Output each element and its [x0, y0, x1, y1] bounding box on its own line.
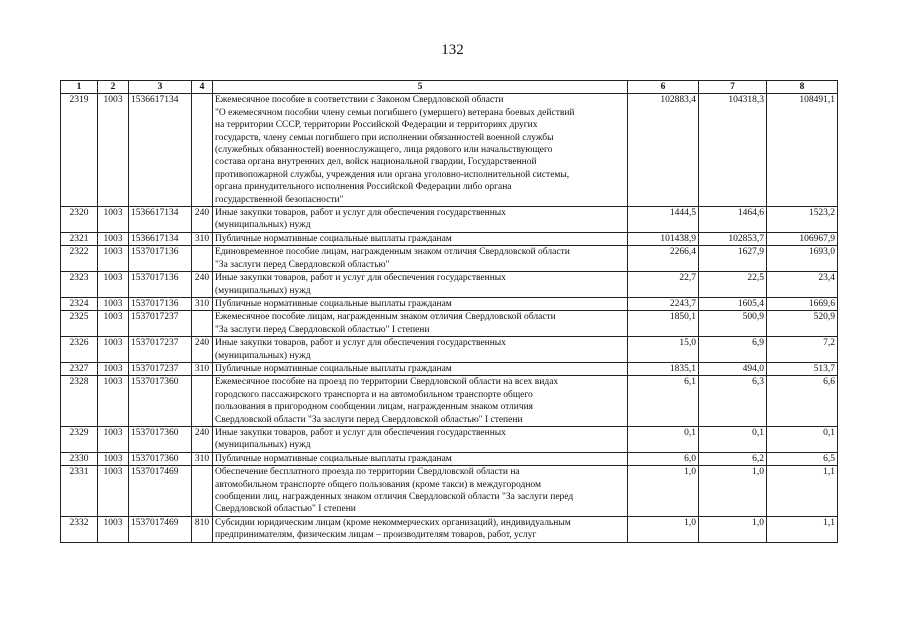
target-article-code: 1537017360 [129, 426, 192, 452]
item-name-line: Публичные нормативные социальные выплаты гражданам [215, 363, 452, 374]
table-row [61, 452, 838, 465]
section-code: 1003 [98, 362, 129, 375]
col-header: 4 [192, 81, 213, 94]
amount-year-1: 15,0 [628, 337, 699, 363]
item-name-line: сообщении лиц, награжденных знаком отличия Свердловской области "За заслуги перед [215, 492, 574, 502]
table-row [61, 207, 838, 233]
page-number: 132 [441, 42, 464, 58]
item-name-line: "За заслуги перед Свердловской областью" [215, 259, 390, 270]
item-name-line: Свердловской областью" I степени [215, 504, 356, 515]
section-code: 1003 [98, 297, 129, 310]
amount-year-2: 104318,3 [699, 94, 767, 207]
item-name-line: Публичные нормативные социальные выплаты гражданам [215, 298, 452, 309]
row-number: 2324 [61, 297, 98, 310]
col-header: 6 [628, 81, 699, 94]
table-row [61, 246, 838, 272]
item-name-line: Свердловской области "За заслуги перед Свердловской областью" I степени [215, 414, 523, 425]
item-name-line: (муниципальных) нужд [215, 285, 311, 296]
amount-year-3: 1,1 [767, 516, 838, 542]
target-article-code: 1537017469 [129, 516, 192, 542]
table-row [61, 337, 838, 363]
amount-year-1: 101438,9 [628, 232, 699, 245]
item-name-line: (муниципальных) нужд [215, 220, 311, 231]
section-code: 1003 [98, 337, 129, 363]
table-row [61, 362, 838, 375]
table-row [61, 94, 838, 207]
section-code: 1003 [98, 452, 129, 465]
row-number: 2331 [61, 466, 98, 517]
expense-type-code: 240 [192, 272, 213, 298]
expense-type-code [192, 94, 213, 207]
col-header: 8 [767, 81, 838, 94]
item-name-line: городского пассажирского транспорта и на автомобильном транспорте общего [215, 389, 533, 400]
row-number: 2322 [61, 246, 98, 272]
table-row [61, 232, 838, 245]
amount-year-3: 513,7 [767, 362, 838, 375]
target-article-code: 1536617134 [129, 232, 192, 245]
item-name-line: предпринимателям, физическим лицам – производителям товаров, работ, услуг [215, 530, 537, 541]
item-name-line: государств, члену семьи погибшего при исполнении обязанностей военной службы [215, 132, 554, 143]
expense-type-code [192, 311, 213, 337]
table-row [61, 272, 838, 298]
amount-year-1: 6,1 [628, 376, 699, 427]
item-name-line: (служебных обязанностей) военнослужащего, лица рядового или начальствующего [215, 145, 553, 156]
item-name-line: пользования в пригородном сообщении лицам, награжденным знаком отличия [215, 402, 534, 413]
item-name [213, 272, 628, 298]
row-number: 2328 [61, 376, 98, 427]
row-number: 2320 [61, 207, 98, 233]
amount-year-2: 1,0 [699, 466, 767, 517]
item-name-line: государственной безопасности" [215, 194, 344, 205]
amount-year-2: 6,9 [699, 337, 767, 363]
item-name [213, 246, 628, 272]
row-number: 2323 [61, 272, 98, 298]
table-row [61, 311, 838, 337]
item-name-line: противопожарной службы, учреждения или органа уголовно-исполнительной системы, [215, 169, 570, 180]
row-number: 2321 [61, 232, 98, 245]
item-name-line: Иные закупки товаров, работ и услуг для обеспечения государственных [215, 273, 506, 284]
target-article-code: 1536617134 [129, 94, 192, 207]
item-name [213, 426, 628, 452]
item-name-line: (муниципальных) нужд [215, 440, 311, 451]
amount-year-2: 0,1 [699, 426, 767, 452]
amount-year-3: 6,6 [767, 376, 838, 427]
expense-type-code: 240 [192, 207, 213, 233]
item-name-line: Публичные нормативные социальные выплаты гражданам [215, 233, 452, 244]
amount-year-2: 1627,9 [699, 246, 767, 272]
item-name [213, 297, 628, 310]
col-header: 3 [129, 81, 192, 94]
section-code: 1003 [98, 311, 129, 337]
amount-year-1: 1444,5 [628, 207, 699, 233]
row-number: 2319 [61, 94, 98, 207]
row-number: 2332 [61, 516, 98, 542]
item-name [213, 466, 628, 517]
amount-year-1: 6,0 [628, 452, 699, 465]
item-name-line: Единовременное пособие лицам, награжденным знаком отличия Свердловской области [215, 247, 570, 258]
item-name-line: "За заслуги перед Свердловской областью" I степени [215, 324, 430, 335]
amount-year-1: 2243,7 [628, 297, 699, 310]
row-number: 2327 [61, 362, 98, 375]
section-code: 1003 [98, 426, 129, 452]
target-article-code: 1537017237 [129, 362, 192, 375]
item-name-line: органа принудительного исполнения Российской Федерации либо органа [215, 182, 512, 193]
target-article-code: 1537017136 [129, 246, 192, 272]
item-name [213, 376, 628, 427]
item-name-line: Обеспечение бесплатного проезда по территории Свердловской области на [215, 467, 520, 478]
section-code: 1003 [98, 207, 129, 233]
amount-year-3: 1693,0 [767, 246, 838, 272]
amount-year-1: 1835,1 [628, 362, 699, 375]
amount-year-1: 1,0 [628, 516, 699, 542]
col-header: 1 [61, 81, 98, 94]
item-name [213, 452, 628, 465]
row-number: 2329 [61, 426, 98, 452]
item-name-line: Иные закупки товаров, работ и услуг для обеспечения государственных [215, 338, 506, 349]
amount-year-2: 6,2 [699, 452, 767, 465]
amount-year-2: 1464,6 [699, 207, 767, 233]
item-name-line: Ежемесячное пособие на проезд по территории Свердловской области на всех видах [215, 377, 559, 388]
section-code: 1003 [98, 376, 129, 427]
amount-year-3: 1,1 [767, 466, 838, 517]
amount-year-1: 2266,4 [628, 246, 699, 272]
item-name-line: автомобильном транспорте общего пользования (кроме такси) в междугородном [215, 479, 541, 490]
table-body [61, 94, 838, 542]
section-code: 1003 [98, 232, 129, 245]
expense-type-code: 310 [192, 362, 213, 375]
amount-year-3: 106967,9 [767, 232, 838, 245]
amount-year-3: 7,2 [767, 337, 838, 363]
target-article-code: 1537017469 [129, 466, 192, 517]
column-number-header [61, 81, 838, 94]
item-name [213, 311, 628, 337]
row-number: 2330 [61, 452, 98, 465]
target-article-code: 1537017360 [129, 376, 192, 427]
expense-type-code: 310 [192, 297, 213, 310]
amount-year-1: 102883,4 [628, 94, 699, 207]
expense-type-code [192, 466, 213, 517]
item-name-line: Публичные нормативные социальные выплаты гражданам [215, 453, 452, 464]
item-name [213, 232, 628, 245]
table-row [61, 376, 838, 427]
section-code: 1003 [98, 246, 129, 272]
expense-type-code: 310 [192, 232, 213, 245]
target-article-code: 1537017237 [129, 337, 192, 363]
col-header: 7 [699, 81, 767, 94]
amount-year-1: 1,0 [628, 466, 699, 517]
expense-type-code: 240 [192, 337, 213, 363]
target-article-code: 1537017136 [129, 297, 192, 310]
item-name [213, 362, 628, 375]
expense-type-code [192, 376, 213, 427]
section-code: 1003 [98, 516, 129, 542]
section-code: 1003 [98, 466, 129, 517]
item-name-line: состава органа внутренних дел, войск национальной гвардии, Государственной [215, 157, 537, 168]
amount-year-2: 22,5 [699, 272, 767, 298]
row-number: 2326 [61, 337, 98, 363]
amount-year-2: 6,3 [699, 376, 767, 427]
amount-year-3: 1669,6 [767, 297, 838, 310]
amount-year-2: 1,0 [699, 516, 767, 542]
item-name-line: Ежемесячное пособие лицам, награжденным знаком отличия Свердловской области [215, 312, 556, 323]
amount-year-3: 520,9 [767, 311, 838, 337]
item-name-line: Субсидии юридическим лицам (кроме некоммерческих организаций), индивидуальным [215, 517, 571, 528]
amount-year-1: 0,1 [628, 426, 699, 452]
amount-year-3: 1523,2 [767, 207, 838, 233]
table-row [61, 466, 838, 517]
item-name-line: на территории СССР, территории Российской Федерации и территориях других [215, 120, 538, 131]
expense-type-code [192, 246, 213, 272]
item-name-line: (муниципальных) нужд [215, 350, 311, 361]
item-name [213, 337, 628, 363]
amount-year-3: 108491,1 [767, 94, 838, 207]
col-header: 2 [98, 81, 129, 94]
item-name-line: Иные закупки товаров, работ и услуг для обеспечения государственных [215, 208, 506, 219]
amount-year-2: 500,9 [699, 311, 767, 337]
target-article-code: 1537017360 [129, 452, 192, 465]
item-name-line: "О ежемесячном пособии члену семьи погибшего (умершего) ветерана боевых действий [215, 107, 575, 118]
target-article-code: 1536617134 [129, 207, 192, 233]
amount-year-2: 102853,7 [699, 232, 767, 245]
target-article-code: 1537017237 [129, 311, 192, 337]
expense-type-code: 310 [192, 452, 213, 465]
amount-year-3: 6,5 [767, 452, 838, 465]
expense-type-code: 240 [192, 426, 213, 452]
target-article-code: 1537017136 [129, 272, 192, 298]
table-row [61, 516, 838, 542]
table-row [61, 297, 838, 310]
amount-year-1: 22,7 [628, 272, 699, 298]
amount-year-1: 1850,1 [628, 311, 699, 337]
item-name [213, 516, 628, 542]
budget-table [60, 80, 838, 543]
col-header: 5 [213, 81, 628, 94]
item-name [213, 207, 628, 233]
table-row [61, 426, 838, 452]
expense-type-code: 810 [192, 516, 213, 542]
amount-year-3: 23,4 [767, 272, 838, 298]
amount-year-2: 1605,4 [699, 297, 767, 310]
amount-year-2: 494,0 [699, 362, 767, 375]
item-name-line: Ежемесячное пособие в соответствии с Законом Свердловской области [215, 95, 504, 106]
section-code: 1003 [98, 94, 129, 207]
section-code: 1003 [98, 272, 129, 298]
item-name-line: Иные закупки товаров, работ и услуг для обеспечения государственных [215, 427, 506, 438]
item-name [213, 94, 628, 207]
row-number: 2325 [61, 311, 98, 337]
amount-year-3: 0,1 [767, 426, 838, 452]
